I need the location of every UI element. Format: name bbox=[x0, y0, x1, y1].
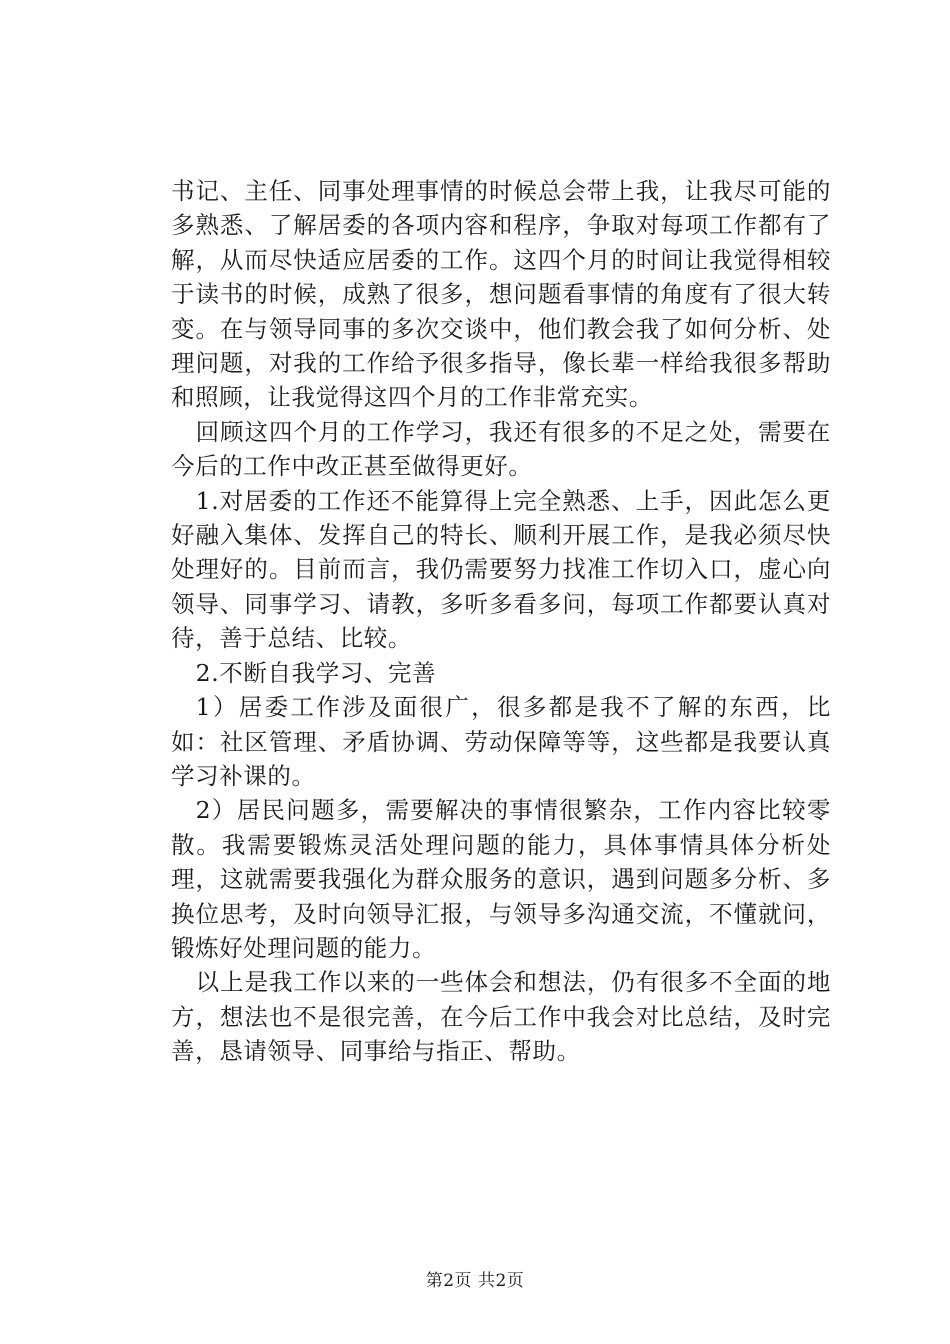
paragraph-2: 回顾这四个月的工作学习，我还有很多的不足之处，需要在今后的工作中改正甚至做得更好。 bbox=[171, 417, 831, 481]
document-body bbox=[171, 174, 831, 1069]
page-footer bbox=[0, 1270, 950, 1292]
paragraph-7: 以上是我工作以来的一些体会和想法，仍有很多不全面的地方，想法也不是很完善，在今后工作中我会对比总结，及时完善，恳请领导、同事给与指正、帮助。 bbox=[171, 968, 831, 1066]
paragraph-4: 2.不断自我学习、完善 bbox=[195, 658, 437, 687]
paragraph-6: 2）居民问题多，需要解决的事情很繁杂，工作内容比较零散。我需要锻炼灵活处理问题的能力，具体事情具体分析处理，这就需要我强化为群众服务的意识，遇到问题多分析、多换位思考，及时向领导汇报，与领导多沟通交流，不懂就问，锻炼好处理问题的能力。 bbox=[171, 796, 831, 962]
paragraph-5: 1）居委工作涉及面很广，很多都是我不了解的东西，比如：社区管理、矛盾协调、劳动保障等等，这些都是我要认真学习补课的。 bbox=[171, 693, 831, 790]
paragraph-1: 书记、主任、同事处理事情的时候总会带上我，让我尽可能的多熟悉、了解居委的各项内容和程序，争取对每项工作都有了解，从而尽快适应居委的工作。这四个月的时间让我觉得相较于读书的时候，成熟了很多，想问题看事情的角度有了很大转变。在与领导同事的多次交谈中，他们教会我了如何分析、处理问题，对我的工作给予很多指导，像长辈一样给我很多帮助和照顾，让我觉得这四个月的工作非常充实。 bbox=[171, 177, 831, 412]
page-number-label: 第2页 共2页 bbox=[425, 1271, 525, 1291]
paragraph-3: 1.对居委的工作还不能算得上完全熟悉、上手，因此怎么更好融入集体、发挥自己的特长、顺利开展工作，是我必须尽快处理好的。目前而言，我仍需要努力找准工作切入口，虚心向领导、同事学习、请教，多听多看多问，每项工作都要认真对待，善于总结、比较。 bbox=[171, 486, 831, 653]
